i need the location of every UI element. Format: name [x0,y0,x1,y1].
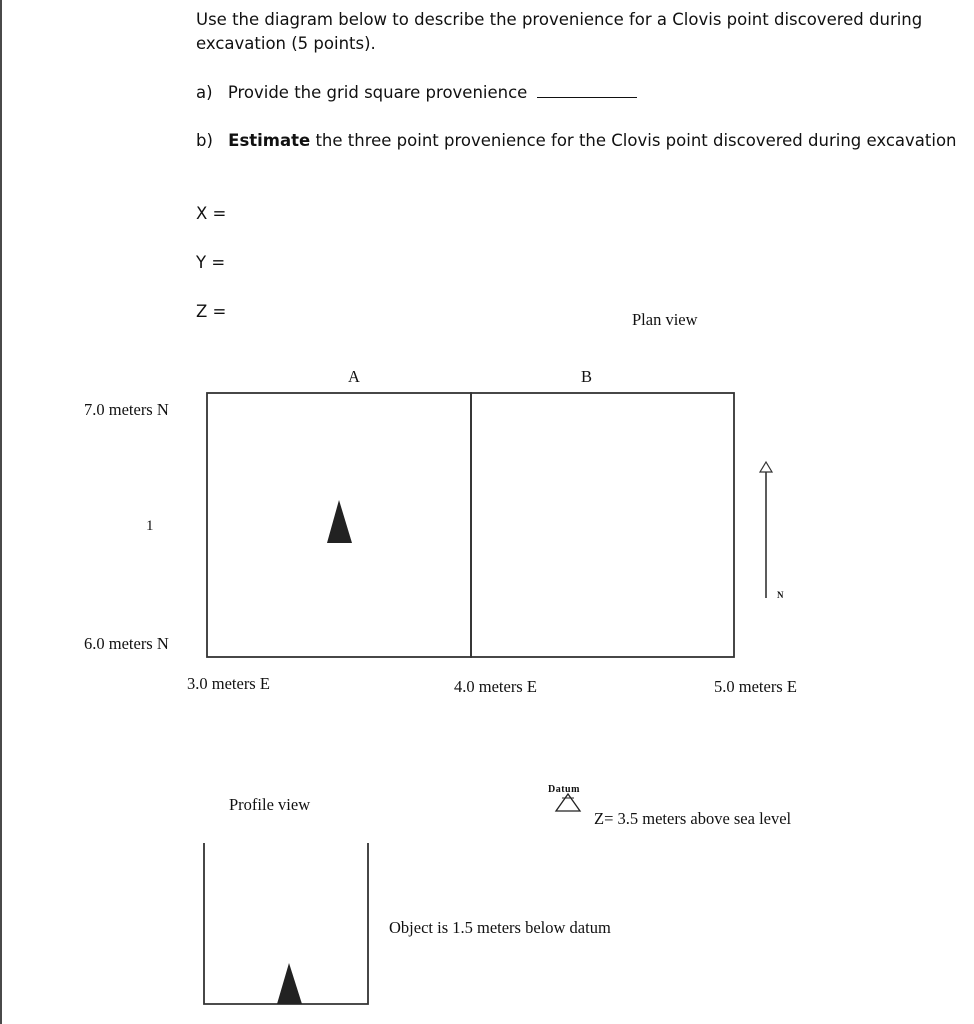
north-bottom-label: 6.0 meters N [84,634,169,653]
y-label: Y = [196,253,226,272]
north-arrow-label: N [777,590,784,600]
question-intro-line2: excavation (5 points). [196,34,376,53]
z-label: Z = [196,302,227,321]
datum-icon [556,794,580,811]
north-top-label: 7.0 meters N [84,400,169,419]
object-depth-note: Object is 1.5 meters below datum [389,918,611,937]
square-a-label: A [348,367,360,386]
clovis-point-plan-icon [327,500,352,543]
grid-square-b [471,393,734,657]
question-b-text: the three point provenience for the Clovis point discovered during excavation [310,131,957,150]
east-right-label: 5.0 meters E [714,677,797,696]
x-label: X = [196,204,227,223]
question-a-marker: a) [196,83,213,102]
east-left-label: 3.0 meters E [187,674,270,693]
question-a-text: Provide the grid square provenience [227,83,528,102]
question-intro-line1: Use the diagram below to describe the provenience for a Clovis point discovered during [196,10,923,29]
north-mid-label: 1 [146,518,154,534]
plan-view-title: Plan view [632,310,698,329]
clovis-point-profile-icon [277,963,302,1004]
north-arrow-head-icon [760,462,772,472]
profile-view-title: Profile view [229,795,311,814]
question-b-bold: Estimate [228,131,311,150]
datum-label: Datum [548,784,580,795]
square-b-label: B [581,367,593,386]
datum-elevation: Z= 3.5 meters above sea level [594,809,792,828]
east-mid-label: 4.0 meters E [454,677,537,696]
question-b-marker: b) [196,131,213,150]
